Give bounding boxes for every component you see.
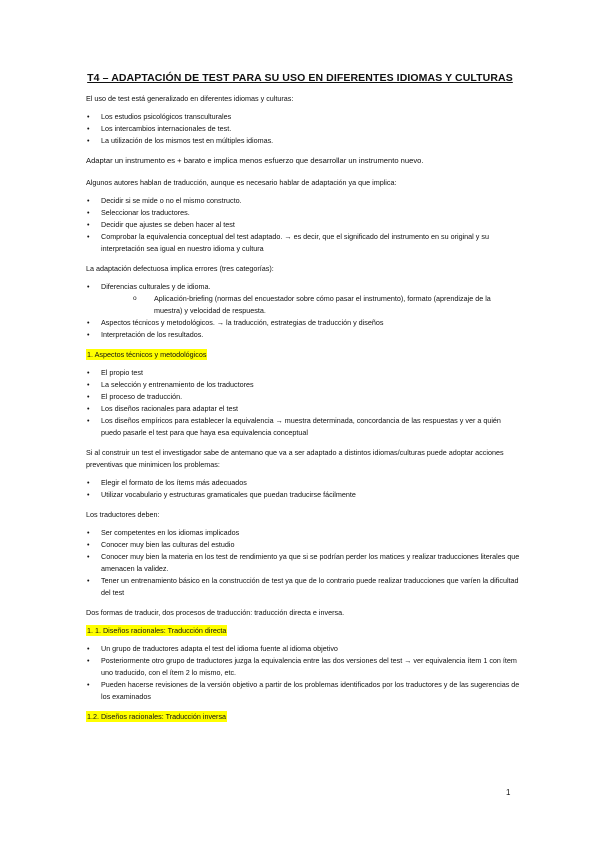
- list-item: • Posteriormente otro grupo de traductores juzga la equivalencia entre las dos versiones del test → ver equivalencia ítem 1 con ítem uno traducido, con el ítem 2 lo mismo, etc.: [86, 655, 520, 679]
- traductores-paragraph: Los traductores deben:: [86, 510, 160, 519]
- list-item: • Conocer muy bien la materia en los test de rendimiento ya que si se podrían perder los matices y realizar traducciones literales que amenacen la validez.: [86, 551, 520, 575]
- highlighted-heading: 1. Aspectos técnicos y metodológicos: [87, 350, 207, 359]
- list-item: • Los intercambios internacionales de test.: [86, 123, 520, 135]
- list-item: • Utilizar vocabulario y estructuras gramaticales que puedan traducirse fácilmente: [86, 489, 520, 501]
- list-item: • El proceso de traducción.: [86, 391, 520, 403]
- list-item: • Decidir que ajustes se deben hacer al test: [86, 219, 520, 231]
- list-item: • La selección y entrenamiento de los traductores: [86, 379, 520, 391]
- list-item: • El propio test: [86, 367, 520, 379]
- list-item: • Ser competentes en los idiomas implicados: [86, 527, 520, 539]
- list-item: • Los estudios psicológicos transculturales: [86, 111, 520, 123]
- errores-sublist: [101, 293, 520, 317]
- directa-list: [86, 643, 520, 703]
- section-heading-1-1: [86, 625, 520, 637]
- defectuosa-paragraph: La adaptación defectuosa implica errores (tres categorías):: [86, 264, 274, 273]
- highlighted-heading: 1.2. Diseños racionales: Traducción inversa: [87, 712, 227, 721]
- intro-list: [86, 111, 520, 147]
- page-number: 1: [506, 788, 511, 797]
- construir-list: [86, 477, 520, 501]
- list-item: • Los diseños racionales para adaptar el test: [86, 403, 520, 415]
- list-item: • Comprobar la equivalencia conceptual del test adaptado. → es decir, que el significado del instrumento en su original y su interpretación sea igual en nuestro idioma y cultura: [86, 231, 520, 255]
- list-item: • Elegir el formato de los ítems más adecuados: [86, 477, 520, 489]
- document-body: [86, 93, 520, 729]
- highlighted-heading: 1. 1. Diseños racionales: Traducción directa: [87, 626, 227, 635]
- document-title: T4 – ADAPTACIÓN DE TEST PARA SU USO EN DIFERENTES IDIOMAS Y CULTURAS: [87, 72, 513, 84]
- section-heading-1: [86, 349, 520, 361]
- list-item-text: Diferencias culturales y de idioma.: [101, 282, 211, 291]
- traductores-list: [86, 527, 520, 599]
- intro-paragraph: El uso de test está generalizado en diferentes idiomas y culturas:: [86, 94, 294, 103]
- autores-paragraph: Algunos autores hablan de traducción, aunque es necesario hablar de adaptación ya que implica:: [86, 178, 397, 187]
- adaptar-paragraph: Adaptar un instrumento es + barato e implica menos esfuerzo que desarrollar un instrumento nuevo.: [86, 156, 424, 165]
- list-item: • Seleccionar los traductores.: [86, 207, 520, 219]
- list-item: • Pueden hacerse revisiones de la versión objetivo a partir de los problemas identificados por los traductores y de las sugerencias de los examinados: [86, 679, 520, 703]
- list-item: • La utilización de los mismos test en múltiples idiomas.: [86, 135, 520, 147]
- list-item: • Conocer muy bien las culturas del estudio: [86, 539, 520, 551]
- list-item: • Los diseños empíricos para establecer la equivalencia → muestra determinada, concordancia de las respuestas y ver a quién puedo pasarle el test para que haya esa equivalencia conceptual: [86, 415, 520, 439]
- construir-paragraph: Si al construir un test el investigador sabe de antemano que va a ser adaptado a distintos idiomas/culturas puede adoptar acciones preventivas que minimicen los problemas:: [86, 448, 504, 469]
- list-item: • Tener un entrenamiento básico en la construcción de test ya que de lo contrario puede realizar traducciones que varíen la dificultad del test: [86, 575, 520, 599]
- list-item: [86, 281, 520, 317]
- implica-list: [86, 195, 520, 255]
- sub-list-item: o Aplicación-briefing (normas del encuestador sobre cómo pasar el instrumento), formato (aprendizaje de la muestra) y velocidad de respuesta.: [101, 293, 520, 317]
- list-item: • Un grupo de traductores adapta el test del idioma fuente al idioma objetivo: [86, 643, 520, 655]
- errores-list: [86, 281, 520, 341]
- list-item: • Aspectos técnicos y metodológicos. → la traducción, estrategias de traducción y diseños: [86, 317, 520, 329]
- section-heading-1-2: [86, 711, 520, 723]
- list-item: • Interpretación de los resultados.: [86, 329, 520, 341]
- list-item: • Decidir si se mide o no el mismo constructo.: [86, 195, 520, 207]
- dos-formas-paragraph: Dos formas de traducir, dos procesos de traducción: traducción directa e inversa.: [86, 608, 345, 617]
- aspectos-list: [86, 367, 520, 439]
